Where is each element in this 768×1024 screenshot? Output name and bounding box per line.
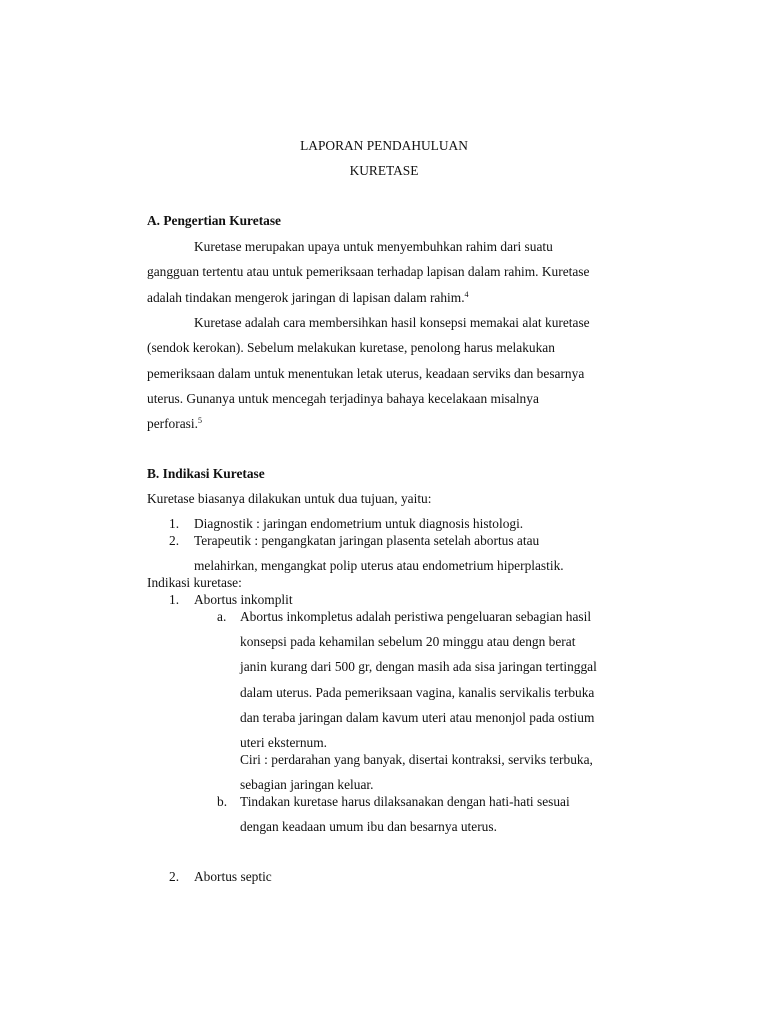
list-item: Terapeutik : pengangkatan jaringan plasenta setelah abortus atau bbox=[194, 533, 540, 548]
sublist-letter: b. bbox=[217, 794, 228, 809]
sublist-line: dan teraba jaringan dalam kavum uteri atau menonjol pada ostium bbox=[240, 710, 595, 725]
section-b-intro: Kuretase biasanya dilakukan untuk dua tujuan, yaitu: bbox=[147, 491, 432, 506]
list-item-continuation: melahirkan, mengangkat polip uterus atau endometrium hiperplastik. bbox=[194, 558, 564, 573]
title-line-2: KURETASE bbox=[349, 163, 419, 178]
paragraph-line: pemeriksaan dalam untuk menentukan letak uterus, keadaan serviks dan besarnya bbox=[147, 366, 585, 381]
paragraph-line bbox=[147, 416, 202, 432]
sublist-line: uteri eksternum. bbox=[240, 735, 328, 750]
sublist-line: dalam uterus. Pada pemeriksaan vagina, kanalis servikalis terbuka bbox=[240, 685, 595, 700]
section-b-heading: B. Indikasi Kuretase bbox=[147, 466, 265, 481]
sublist-line: Tindakan kuretase harus dilaksanakan dengan hati-hati sesuai bbox=[240, 794, 570, 809]
paragraph-line: Kuretase adalah cara membersihkan hasil konsepsi memakai alat kuretase bbox=[194, 315, 590, 330]
list-number: 1. bbox=[169, 516, 180, 531]
list-number: 2. bbox=[169, 869, 180, 884]
paragraph-line bbox=[147, 290, 469, 306]
paragraph-line: uterus. Gunanya untuk mencegah terjadinya bahaya kecelakaan misalnya bbox=[147, 391, 539, 406]
list-item: Abortus septic bbox=[194, 869, 272, 884]
sublist-letter: a. bbox=[217, 609, 227, 624]
list-item: Abortus inkomplit bbox=[194, 592, 293, 607]
paragraph-line: Kuretase merupakan upaya untuk menyembuhkan rahim dari suatu bbox=[194, 239, 553, 254]
section-a-heading: A. Pengertian Kuretase bbox=[147, 213, 282, 228]
sublist-line: dengan keadaan umum ibu dan besarnya uterus. bbox=[240, 819, 497, 834]
sublist-line: Ciri : perdarahan yang banyak, disertai kontraksi, serviks terbuka, bbox=[240, 752, 593, 767]
indikasi-label: Indikasi kuretase: bbox=[147, 575, 242, 590]
list-item: Diagnostik : jaringan endometrium untuk diagnosis histologi. bbox=[194, 516, 524, 531]
sublist-line: konsepsi pada kehamilan sebelum 20 minggu atau dengn berat bbox=[240, 634, 576, 649]
paragraph-text: perforasi. bbox=[147, 416, 198, 431]
paragraph-text: adalah tindakan mengerok jaringan di lapisan dalam rahim. bbox=[147, 290, 465, 305]
footnote-ref: 4 bbox=[464, 290, 469, 299]
paragraph-line: (sendok kerokan). Sebelum melakukan kuretase, penolong harus melakukan bbox=[147, 340, 555, 355]
paragraph-line: gangguan tertentu atau untuk pemeriksaan terhadap lapisan dalam rahim. Kuretase bbox=[147, 264, 590, 279]
sublist-line: Abortus inkompletus adalah peristiwa pengeluaran sebagian hasil bbox=[240, 609, 592, 624]
list-number: 2. bbox=[169, 533, 180, 548]
title-line-1: LAPORAN PENDAHULUAN bbox=[300, 138, 468, 153]
footnote-ref: 5 bbox=[197, 416, 202, 425]
sublist-line: sebagian jaringan keluar. bbox=[240, 777, 374, 792]
list-number: 1. bbox=[169, 592, 180, 607]
sublist-line: janin kurang dari 500 gr, dengan masih ada sisa jaringan tertinggal bbox=[240, 659, 597, 674]
